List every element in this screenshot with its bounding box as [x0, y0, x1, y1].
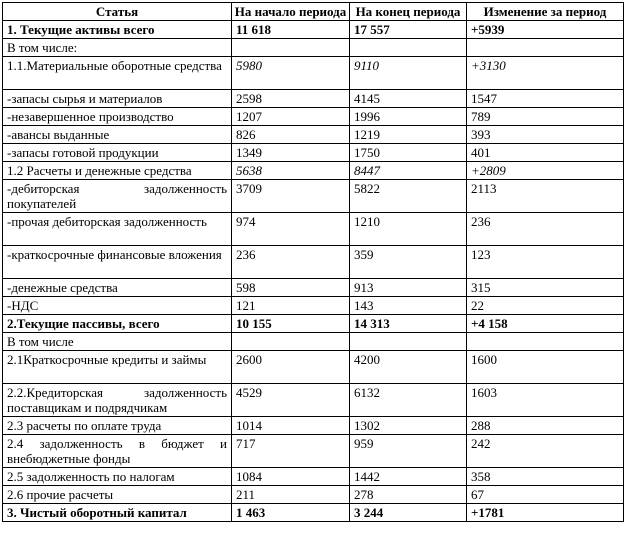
row-end-value: 143	[350, 297, 467, 315]
table-row	[3, 126, 624, 144]
row-end-value: 1996	[350, 108, 467, 126]
table-row	[3, 468, 624, 486]
row-change-value: 242	[467, 435, 624, 468]
row-end-value: 3 244	[350, 504, 467, 522]
row-change-value: +1781	[467, 504, 624, 522]
row-change-value: +2809	[467, 162, 624, 180]
row-start-value: 211	[232, 486, 350, 504]
row-change-value: 315	[467, 279, 624, 297]
table-row	[3, 279, 624, 297]
row-start-value: 1349	[232, 144, 350, 162]
row-end-value: 1302	[350, 417, 467, 435]
row-start-value: 121	[232, 297, 350, 315]
row-start-value: 1014	[232, 417, 350, 435]
col-header-change: Изменение за период	[467, 3, 624, 21]
table-row	[3, 246, 624, 279]
row-start-value: 4529	[232, 384, 350, 417]
row-label: -запасы сырья и материалов	[3, 90, 232, 108]
row-label: -прочая дебиторская задолженность	[3, 213, 232, 246]
table-row	[3, 351, 624, 384]
row-label: -запасы готовой продукции	[3, 144, 232, 162]
table-row	[3, 39, 624, 57]
row-end-value: 278	[350, 486, 467, 504]
table-row	[3, 213, 624, 246]
row-change-value: 393	[467, 126, 624, 144]
row-start-value: 2598	[232, 90, 350, 108]
row-start-value: 236	[232, 246, 350, 279]
row-label: 1. Текущие активы всего	[3, 21, 232, 39]
row-label: -денежные средства	[3, 279, 232, 297]
col-header-end: На конец периода	[350, 3, 467, 21]
row-start-value: 1 463	[232, 504, 350, 522]
row-start-value: 974	[232, 213, 350, 246]
row-end-value: 1750	[350, 144, 467, 162]
row-label: 2.Текущие пассивы, всего	[3, 315, 232, 333]
row-change-value: +3130	[467, 57, 624, 90]
row-change-value: 1547	[467, 90, 624, 108]
row-start-value: 2600	[232, 351, 350, 384]
row-label: В том числе:	[3, 39, 232, 57]
row-label: 2.1Краткосрочные кредиты и займы	[3, 351, 232, 384]
row-change-value: 67	[467, 486, 624, 504]
row-end-value	[350, 333, 467, 351]
table-header-row	[3, 3, 624, 21]
row-change-value: 22	[467, 297, 624, 315]
row-label: 2.5 задолженность по налогам	[3, 468, 232, 486]
row-end-value: 8447	[350, 162, 467, 180]
row-start-value: 3709	[232, 180, 350, 213]
row-change-value: 123	[467, 246, 624, 279]
table-row	[3, 333, 624, 351]
table-row	[3, 435, 624, 468]
row-label: В том числе	[3, 333, 232, 351]
row-label: 3. Чистый оборотный капитал	[3, 504, 232, 522]
table-row	[3, 21, 624, 39]
row-end-value: 4200	[350, 351, 467, 384]
row-change-value: 358	[467, 468, 624, 486]
row-label: -НДС	[3, 297, 232, 315]
row-start-value: 717	[232, 435, 350, 468]
row-start-value: 1084	[232, 468, 350, 486]
row-end-value: 14 313	[350, 315, 467, 333]
col-header-item: Статья	[3, 3, 232, 21]
row-label: -авансы выданные	[3, 126, 232, 144]
row-end-value: 4145	[350, 90, 467, 108]
row-label: -краткосрочные финансовые вложения	[3, 246, 232, 279]
row-end-value: 17 557	[350, 21, 467, 39]
row-label: -незавершенное производство	[3, 108, 232, 126]
row-end-value: 1219	[350, 126, 467, 144]
table-row	[3, 144, 624, 162]
row-change-value: 236	[467, 213, 624, 246]
row-change-value: 789	[467, 108, 624, 126]
row-end-value: 9110	[350, 57, 467, 90]
row-end-value: 1210	[350, 213, 467, 246]
row-change-value: 288	[467, 417, 624, 435]
row-label: 1.2 Расчеты и денежные средства	[3, 162, 232, 180]
row-end-value: 913	[350, 279, 467, 297]
row-change-value	[467, 333, 624, 351]
row-change-value: 2113	[467, 180, 624, 213]
row-change-value: +4 158	[467, 315, 624, 333]
col-header-start: На начало периода	[232, 3, 350, 21]
row-start-value: 11 618	[232, 21, 350, 39]
table-row	[3, 180, 624, 213]
table-row	[3, 297, 624, 315]
row-start-value: 1207	[232, 108, 350, 126]
row-end-value: 1442	[350, 468, 467, 486]
row-change-value: 401	[467, 144, 624, 162]
row-end-value: 5822	[350, 180, 467, 213]
working-capital-table	[2, 2, 624, 522]
row-label: 1.1.Материальные оборотные средства	[3, 57, 232, 90]
table-row	[3, 384, 624, 417]
row-label: 2.3 расчеты по оплате труда	[3, 417, 232, 435]
row-change-value	[467, 39, 624, 57]
table-row	[3, 486, 624, 504]
row-label: 2.6 прочие расчеты	[3, 486, 232, 504]
row-start-value: 5980	[232, 57, 350, 90]
table-row	[3, 162, 624, 180]
table-row	[3, 90, 624, 108]
row-label: 2.2.Кредиторская задолженность поставщикам и подрядчикам	[3, 384, 232, 417]
row-end-value: 959	[350, 435, 467, 468]
row-end-value	[350, 39, 467, 57]
row-end-value: 359	[350, 246, 467, 279]
table-row	[3, 57, 624, 90]
row-start-value: 10 155	[232, 315, 350, 333]
row-change-value: +5939	[467, 21, 624, 39]
row-start-value: 598	[232, 279, 350, 297]
table-body	[3, 21, 624, 522]
row-start-value: 5638	[232, 162, 350, 180]
table-row	[3, 108, 624, 126]
row-start-value	[232, 39, 350, 57]
table-row	[3, 315, 624, 333]
row-end-value: 6132	[350, 384, 467, 417]
table-row	[3, 504, 624, 522]
row-label: -дебиторская задолженность покупателей	[3, 180, 232, 213]
table-row	[3, 417, 624, 435]
row-label: 2.4 задолженность в бюджет и внебюджетные фонды	[3, 435, 232, 468]
row-change-value: 1600	[467, 351, 624, 384]
row-start-value: 826	[232, 126, 350, 144]
row-change-value: 1603	[467, 384, 624, 417]
row-start-value	[232, 333, 350, 351]
